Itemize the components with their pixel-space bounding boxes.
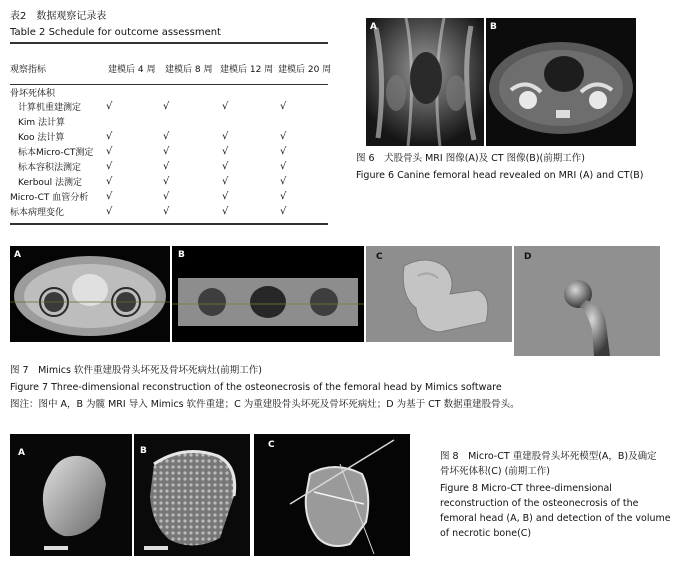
check-mark: √: [106, 101, 113, 112]
check-mark: √: [280, 176, 287, 187]
row-label: Kerboul 法测定: [18, 178, 82, 188]
header-week-4: 建模后 4 周: [108, 65, 156, 75]
figure-8b-microct-section: [134, 434, 250, 556]
figure-7a-label: A: [14, 250, 21, 260]
figure-7c-necrosis-reconstruction: [366, 246, 512, 342]
row-label: 计算机重建测定: [18, 103, 82, 113]
check-mark: √: [163, 161, 170, 172]
figure-7d-label: D: [524, 252, 532, 262]
check-mark: √: [222, 191, 229, 202]
figure-7-caption-cn: 图 7 Mimics 软件重建股骨头坏死及骨坏死病灶(前期工作): [10, 365, 262, 376]
check-mark: √: [106, 176, 113, 187]
figure-7c-label: C: [376, 252, 383, 262]
row-label: 标本Micro-CT测定: [18, 148, 94, 158]
figure-7a-mri-axial: [10, 246, 170, 342]
figure-8-caption-en-3: femoral head (A, B) and detection of the volume: [440, 513, 671, 524]
check-mark: √: [163, 176, 170, 187]
figure-7-caption-en: Figure 7 Three-dimensional reconstruction of the osteonecrosis of the femoral head by Mimics software: [10, 382, 502, 393]
row-label: Kim 法计算: [18, 118, 66, 128]
table-top-rule: [10, 42, 328, 44]
figure-6b-ct-image: [486, 18, 636, 146]
figure-6-caption-en: Figure 6 Canine femoral head revealed on MRI (A) and CT(B): [356, 170, 644, 181]
figure-8c-label: C: [268, 440, 275, 450]
figure-8a-microct-3d: [10, 434, 132, 556]
figure-7-note: 图注：图中 A，B 为髋 MRI 导入 Mimics 软件重建；C 为重建股骨头坏死及骨坏死病灶；D 为基于 CT 数据重建股骨头。: [10, 399, 520, 410]
check-mark: √: [222, 131, 229, 142]
check-mark: √: [163, 131, 170, 142]
check-mark: √: [280, 191, 287, 202]
check-mark: √: [222, 161, 229, 172]
figure-8-caption-cn-1: 图 8 Micro-CT 重建股骨头坏死模型(A，B)及确定: [440, 451, 657, 462]
table-title-cn: 表2 数据观察记录表: [10, 11, 107, 22]
figure-8a-label: A: [18, 448, 25, 458]
figure-6a-mri-image: [366, 18, 484, 146]
check-mark: √: [106, 146, 113, 157]
table-header-rule: [10, 84, 328, 85]
header-week-20: 建模后 20 周: [278, 65, 332, 75]
check-mark: √: [280, 131, 287, 142]
figure-7d-ct-femoral-head: [514, 246, 660, 356]
header-week-12: 建模后 12 周: [220, 65, 274, 75]
figure-8-caption-en-1: Figure 8 Micro-CT three-dimensional: [440, 483, 612, 494]
check-mark: √: [163, 191, 170, 202]
row-label: Micro-CT 血管分析: [10, 193, 89, 203]
group-label: 骨坏死体积: [10, 89, 56, 99]
figure-8-caption-en-2: reconstruction of the osteonecrosis of the: [440, 498, 639, 509]
check-mark: √: [222, 146, 229, 157]
check-mark: √: [106, 206, 113, 217]
check-mark: √: [163, 101, 170, 112]
header-week-8: 建模后 8 周: [165, 65, 213, 75]
check-mark: √: [280, 146, 287, 157]
table-title-en: Table 2 Schedule for outcome assessment: [10, 27, 221, 38]
figure-7b-mri-coronal: [172, 246, 364, 342]
check-mark: √: [106, 161, 113, 172]
table-bottom-rule: [10, 223, 328, 225]
figure-8-caption-cn-2: 骨坏死体积(C) (前期工作): [440, 466, 550, 477]
figure-8b-label: B: [140, 446, 147, 456]
check-mark: √: [106, 191, 113, 202]
check-mark: √: [106, 131, 113, 142]
figure-8c-necrotic-volume: [254, 434, 410, 556]
figure-6-caption-cn: 图 6 犬股骨头 MRI 图像(A)及 CT 图像(B)(前期工作): [356, 153, 585, 164]
check-mark: √: [222, 206, 229, 217]
check-mark: √: [163, 146, 170, 157]
check-mark: √: [280, 206, 287, 217]
check-mark: √: [280, 101, 287, 112]
row-label: 标本病理变化: [10, 208, 65, 218]
check-mark: √: [163, 206, 170, 217]
check-mark: √: [280, 161, 287, 172]
check-mark: √: [222, 101, 229, 112]
row-label: Koo 法计算: [18, 133, 65, 143]
figure-6b-label: B: [490, 22, 497, 32]
figure-7b-label: B: [178, 250, 185, 260]
figure-8-caption-en-4: of necrotic bone(C): [440, 528, 532, 539]
check-mark: √: [222, 176, 229, 187]
figure-6a-label: A: [370, 22, 377, 32]
row-label: 标本容积法测定: [18, 163, 82, 173]
header-indicator: 观察指标: [10, 65, 47, 75]
